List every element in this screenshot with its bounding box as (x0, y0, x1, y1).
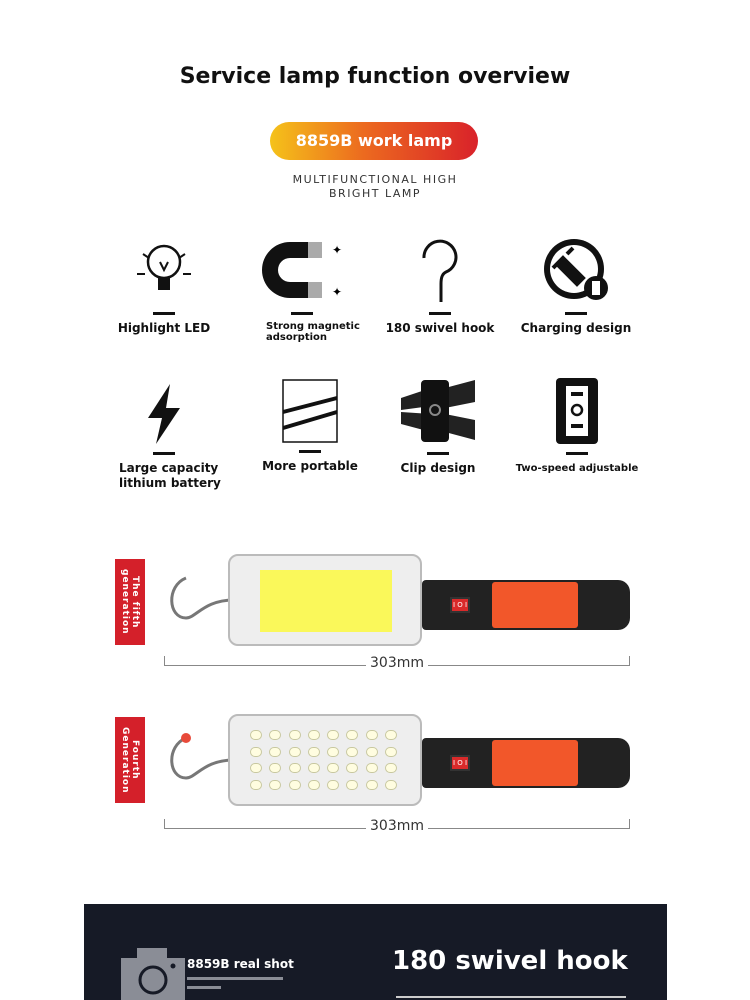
divider (429, 312, 451, 315)
hook-icon (166, 732, 236, 792)
led-chip (366, 747, 378, 757)
page-title: Service lamp function overview (179, 64, 571, 89)
led-chip (327, 780, 339, 790)
subtitle (0, 173, 750, 201)
model-pill: 8859B work lamp (270, 122, 478, 160)
real-shot-banner (84, 904, 667, 1000)
portable-icon (280, 378, 340, 444)
led-chip (308, 763, 320, 773)
feature-charging (496, 236, 656, 336)
hook-icon (410, 236, 470, 306)
feature-highlight-led (84, 236, 244, 336)
led-chip (269, 747, 281, 757)
bulb-icon (129, 236, 199, 306)
led-chip (366, 763, 378, 773)
led-chip (346, 780, 358, 790)
lamp-handle (422, 580, 630, 630)
led-chip (250, 730, 262, 740)
generation-badge: The fifth generation (115, 559, 145, 645)
led-chip (250, 763, 262, 773)
led-chip (327, 730, 339, 740)
feature-two-speed (497, 376, 657, 476)
banner-headline: 180 swivel hook (392, 946, 628, 976)
led-chip (289, 780, 301, 790)
camera-label: 8859B real shot (187, 957, 294, 971)
svg-text:✦: ✦ (332, 243, 343, 257)
feature-label: Two-speed adjustable (515, 463, 639, 474)
length-label: 303mm (366, 655, 428, 671)
led-chip (385, 780, 397, 790)
led-chip (385, 730, 397, 740)
led-chip (289, 763, 301, 773)
divider (299, 450, 321, 453)
feature-magnetic (222, 236, 382, 343)
led-chip (385, 763, 397, 773)
switch-icon (552, 376, 602, 446)
led-chip (346, 763, 358, 773)
lamp-head (228, 714, 422, 806)
lightning-icon (134, 380, 194, 446)
magnet-icon (252, 236, 352, 306)
divider (187, 986, 221, 989)
camera-icon (121, 948, 185, 1000)
feature-battery (84, 380, 244, 491)
divider (565, 312, 587, 315)
led-chip (308, 780, 320, 790)
svg-text:✦: ✦ (332, 285, 343, 299)
handle-grip (492, 740, 578, 786)
lamp-handle (422, 738, 630, 788)
length-label: 303mm (366, 818, 428, 834)
led-chip (327, 747, 339, 757)
led-chip (289, 730, 301, 740)
feature-label: Highlight LED (117, 321, 211, 335)
cob-panel (260, 570, 392, 632)
feature-label: 180 swivel hook (385, 321, 495, 335)
lamp-head (228, 554, 422, 646)
divider (153, 312, 175, 315)
led-chip (346, 730, 358, 740)
led-chip (250, 747, 262, 757)
generation-badge: Fourth Generation (115, 717, 145, 803)
subtitle-line: BRIGHT LAMP (329, 187, 421, 200)
power-switch: I O I (450, 597, 470, 613)
subtitle-line: MULTIFUNCTIONAL HIGH (292, 173, 458, 186)
feature-label: Strong magnetic adsorption (266, 321, 360, 343)
led-chip (269, 763, 281, 773)
divider (153, 452, 175, 455)
dimension-line (164, 655, 630, 671)
divider (427, 452, 449, 455)
power-switch: I O I (450, 755, 470, 771)
clip-icon (393, 376, 483, 446)
led-chip (289, 747, 301, 757)
led-chip (250, 780, 262, 790)
feature-label: Clip design (400, 461, 476, 475)
led-chip (366, 780, 378, 790)
led-chip (269, 780, 281, 790)
led-chip (385, 747, 397, 757)
divider (187, 977, 283, 980)
led-chip (269, 730, 281, 740)
led-chip (308, 747, 320, 757)
handle-grip (492, 582, 578, 628)
divider (291, 312, 313, 315)
led-chip (346, 747, 358, 757)
led-chip (327, 763, 339, 773)
divider (566, 452, 588, 455)
led-chip (308, 730, 320, 740)
plug-icon (541, 236, 611, 306)
divider (396, 996, 626, 998)
feature-label: More portable (262, 459, 358, 473)
led-chip (366, 730, 378, 740)
hook-icon (166, 572, 236, 632)
feature-label: Charging design (520, 321, 632, 335)
feature-label: Large capacity lithium battery (119, 461, 221, 490)
dimension-line (164, 818, 630, 834)
feature-clip (358, 376, 518, 476)
